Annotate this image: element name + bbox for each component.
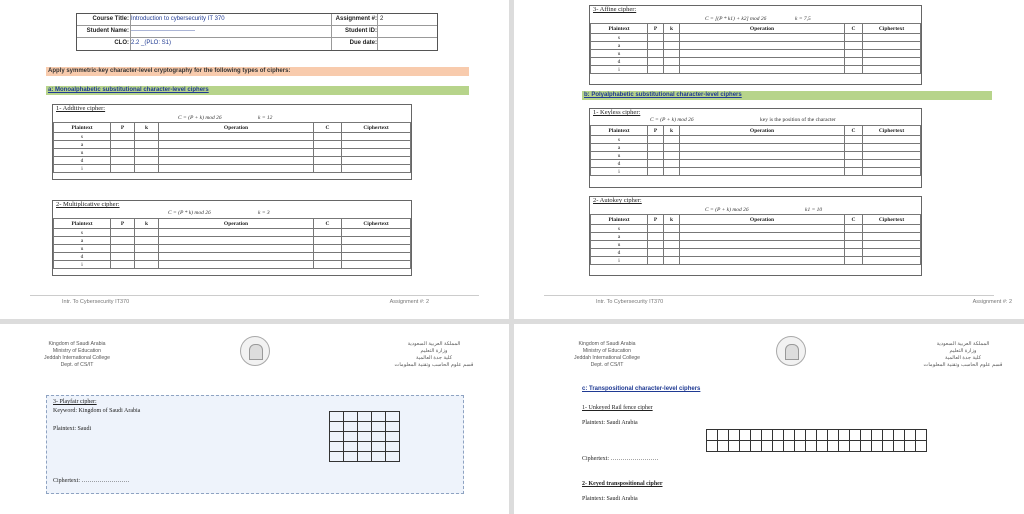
autokey-key: k1 = 10 xyxy=(805,207,823,213)
clo-value: 2.2 _(PLO: S1) xyxy=(131,40,172,46)
due-date-label: Due date: xyxy=(349,40,377,46)
table-row: d xyxy=(591,160,921,168)
multiplicative-title: 2- Multiplicative cipher: xyxy=(56,201,120,208)
table-row: s xyxy=(591,34,921,42)
keyless-note: key is the position of the character xyxy=(760,117,836,123)
page-3 xyxy=(0,324,509,514)
table-row: i xyxy=(591,66,921,74)
multiplicative-key: k = 3 xyxy=(258,210,270,216)
additive-formula: C = (P + k) mod 26 xyxy=(178,115,222,121)
railfence-grid xyxy=(706,429,927,452)
col-k: k xyxy=(135,123,159,133)
col-operation: Operation xyxy=(159,123,314,133)
playfair-title: 3- Playfair cipher: xyxy=(53,399,97,405)
railfence-title: 1- Unkeyed Rail fence cipher xyxy=(582,405,653,411)
table-row: u xyxy=(591,241,921,249)
table-row: u xyxy=(54,149,411,157)
playfair-box xyxy=(46,395,464,494)
section-c-band: c: Transpositional character-level ciphers xyxy=(580,385,850,394)
keyed-transposition-title: 2- Keyed transpositional cipher xyxy=(582,481,663,487)
section-a-band: a: Monoalphabetic substitutional character-level ciphers xyxy=(46,86,469,95)
keyless-formula: C = (P + k) mod 26 xyxy=(650,117,694,123)
letterhead-english: Kingdom of Saudi Arabia Ministry of Education Jeddah International College Dept. of CS/IT xyxy=(43,341,111,368)
college-seal-icon xyxy=(240,336,270,366)
table-row: a xyxy=(591,144,921,152)
assignment-label: Assignment #: xyxy=(335,16,377,22)
table-row: s xyxy=(54,229,411,237)
student-name-label: Student Name: xyxy=(86,28,129,34)
table-row: i xyxy=(591,168,921,176)
footer-divider xyxy=(30,295,479,296)
col-c: C xyxy=(314,123,342,133)
assignment-value: 2 xyxy=(380,16,384,22)
railfence-ciphertext[interactable]: Ciphertext: …………………… xyxy=(582,456,659,462)
table-row: d xyxy=(591,249,921,257)
table-row: s xyxy=(591,225,921,233)
college-seal-icon xyxy=(776,336,806,366)
footer-divider xyxy=(544,295,994,296)
table-row: a xyxy=(591,42,921,50)
playfair-keyword: Keyword: Kingdom of Saudi Arabia xyxy=(53,408,141,414)
footer-right: Assignment #: 2 xyxy=(389,299,429,305)
table-row: a xyxy=(54,237,411,245)
additive-key: k = 12 xyxy=(258,115,273,121)
keyless-title: 1- Keyless cipher: xyxy=(593,109,641,116)
keyless-table: Plaintext P k Operation C Ciphertext s a u d i xyxy=(590,125,921,176)
table-row: i xyxy=(54,261,411,269)
table-row: u xyxy=(591,152,921,160)
page-4 xyxy=(514,324,1024,514)
col-ciphertext: Ciphertext xyxy=(342,123,411,133)
table-row: d xyxy=(54,253,411,261)
affine-formula: C = [(P * k1) + k2] mod 26 xyxy=(705,16,767,22)
multiplicative-box xyxy=(52,200,412,276)
affine-title: 3- Affine cipher: xyxy=(593,6,637,13)
student-name-value[interactable]: -------------------------------- xyxy=(131,28,195,34)
autokey-formula: C = (P + k) mod 26 xyxy=(705,207,749,213)
additive-table xyxy=(53,122,411,173)
affine-box xyxy=(589,5,922,85)
autokey-title: 2- Autokey cipher: xyxy=(593,197,642,204)
table-row: u xyxy=(54,245,411,253)
course-title-value: Introduction to cybersecurity IT 370 xyxy=(131,16,225,22)
additive-title: 1- Additive cipher: xyxy=(56,105,106,112)
playfair-ciphertext[interactable]: Ciphertext: …………………… xyxy=(53,478,130,484)
table-row: i xyxy=(54,165,411,173)
multiplicative-formula: C = (P * k) mod 26 xyxy=(168,210,211,216)
course-title-label: Course Title: xyxy=(92,16,129,22)
page-1 xyxy=(0,0,509,319)
table-row: i xyxy=(591,257,921,265)
table-row: s xyxy=(54,133,411,141)
letterhead-english: Kingdom of Saudi Arabia Ministry of Education Jeddah International College Dept. of CS/IT xyxy=(573,341,641,368)
footer-right: Assignment #: 2 xyxy=(972,299,1012,305)
footer-left: Intr. To Cybersecurity IT370 xyxy=(62,299,130,305)
playfair-plaintext: Plaintext: Saudi xyxy=(53,426,92,432)
railfence-plaintext: Plaintext: Saudi Arabia xyxy=(582,420,638,426)
additive-box xyxy=(52,104,412,180)
instruction-band: Apply symmetric-key character-level cryptography for the following types of ciphers: xyxy=(46,67,469,76)
table-row: d xyxy=(591,58,921,66)
letterhead-arabic: المملكة العربية السعودية وزارة التعليم كلية جدة العالمية قسم علوم الحاسب وتقنية المعلومات xyxy=(923,341,1003,368)
clo-label: CLO: xyxy=(114,40,129,46)
autokey-table: Plaintext P k Operation C Ciphertext s a u d i xyxy=(590,214,921,265)
keyed-transposition-plaintext: Plaintext: Saudi Arabia xyxy=(582,496,638,502)
page-2 xyxy=(514,0,1024,319)
col-p: P xyxy=(111,123,135,133)
letterhead-arabic: المملكة العربية السعودية وزارة التعليم كلية جدة العالمية قسم علوم الحاسب وتقنية المعلومات xyxy=(394,341,474,368)
table-row: s xyxy=(591,136,921,144)
autokey-box xyxy=(589,196,922,276)
student-id-label: Student ID: xyxy=(345,28,377,34)
section-b-band: b: Polyalphabetic substitutional character-level ciphers xyxy=(582,91,992,100)
table-row: d xyxy=(54,157,411,165)
multiplicative-table: Plaintext P k Operation C Ciphertext s a u d i xyxy=(53,218,411,269)
footer-left: Intr. To Cybersecurity IT370 xyxy=(596,299,664,305)
col-plaintext: Plaintext xyxy=(54,123,111,133)
header-table xyxy=(76,13,438,51)
affine-table: Plaintext P k Operation C Ciphertext s a u d i xyxy=(590,23,921,74)
table-row: u xyxy=(591,50,921,58)
table-row: a xyxy=(54,141,411,149)
affine-key: k = 7,5 xyxy=(795,16,811,22)
table-row: a xyxy=(591,233,921,241)
playfair-grid xyxy=(329,411,400,462)
keyless-box xyxy=(589,108,922,188)
